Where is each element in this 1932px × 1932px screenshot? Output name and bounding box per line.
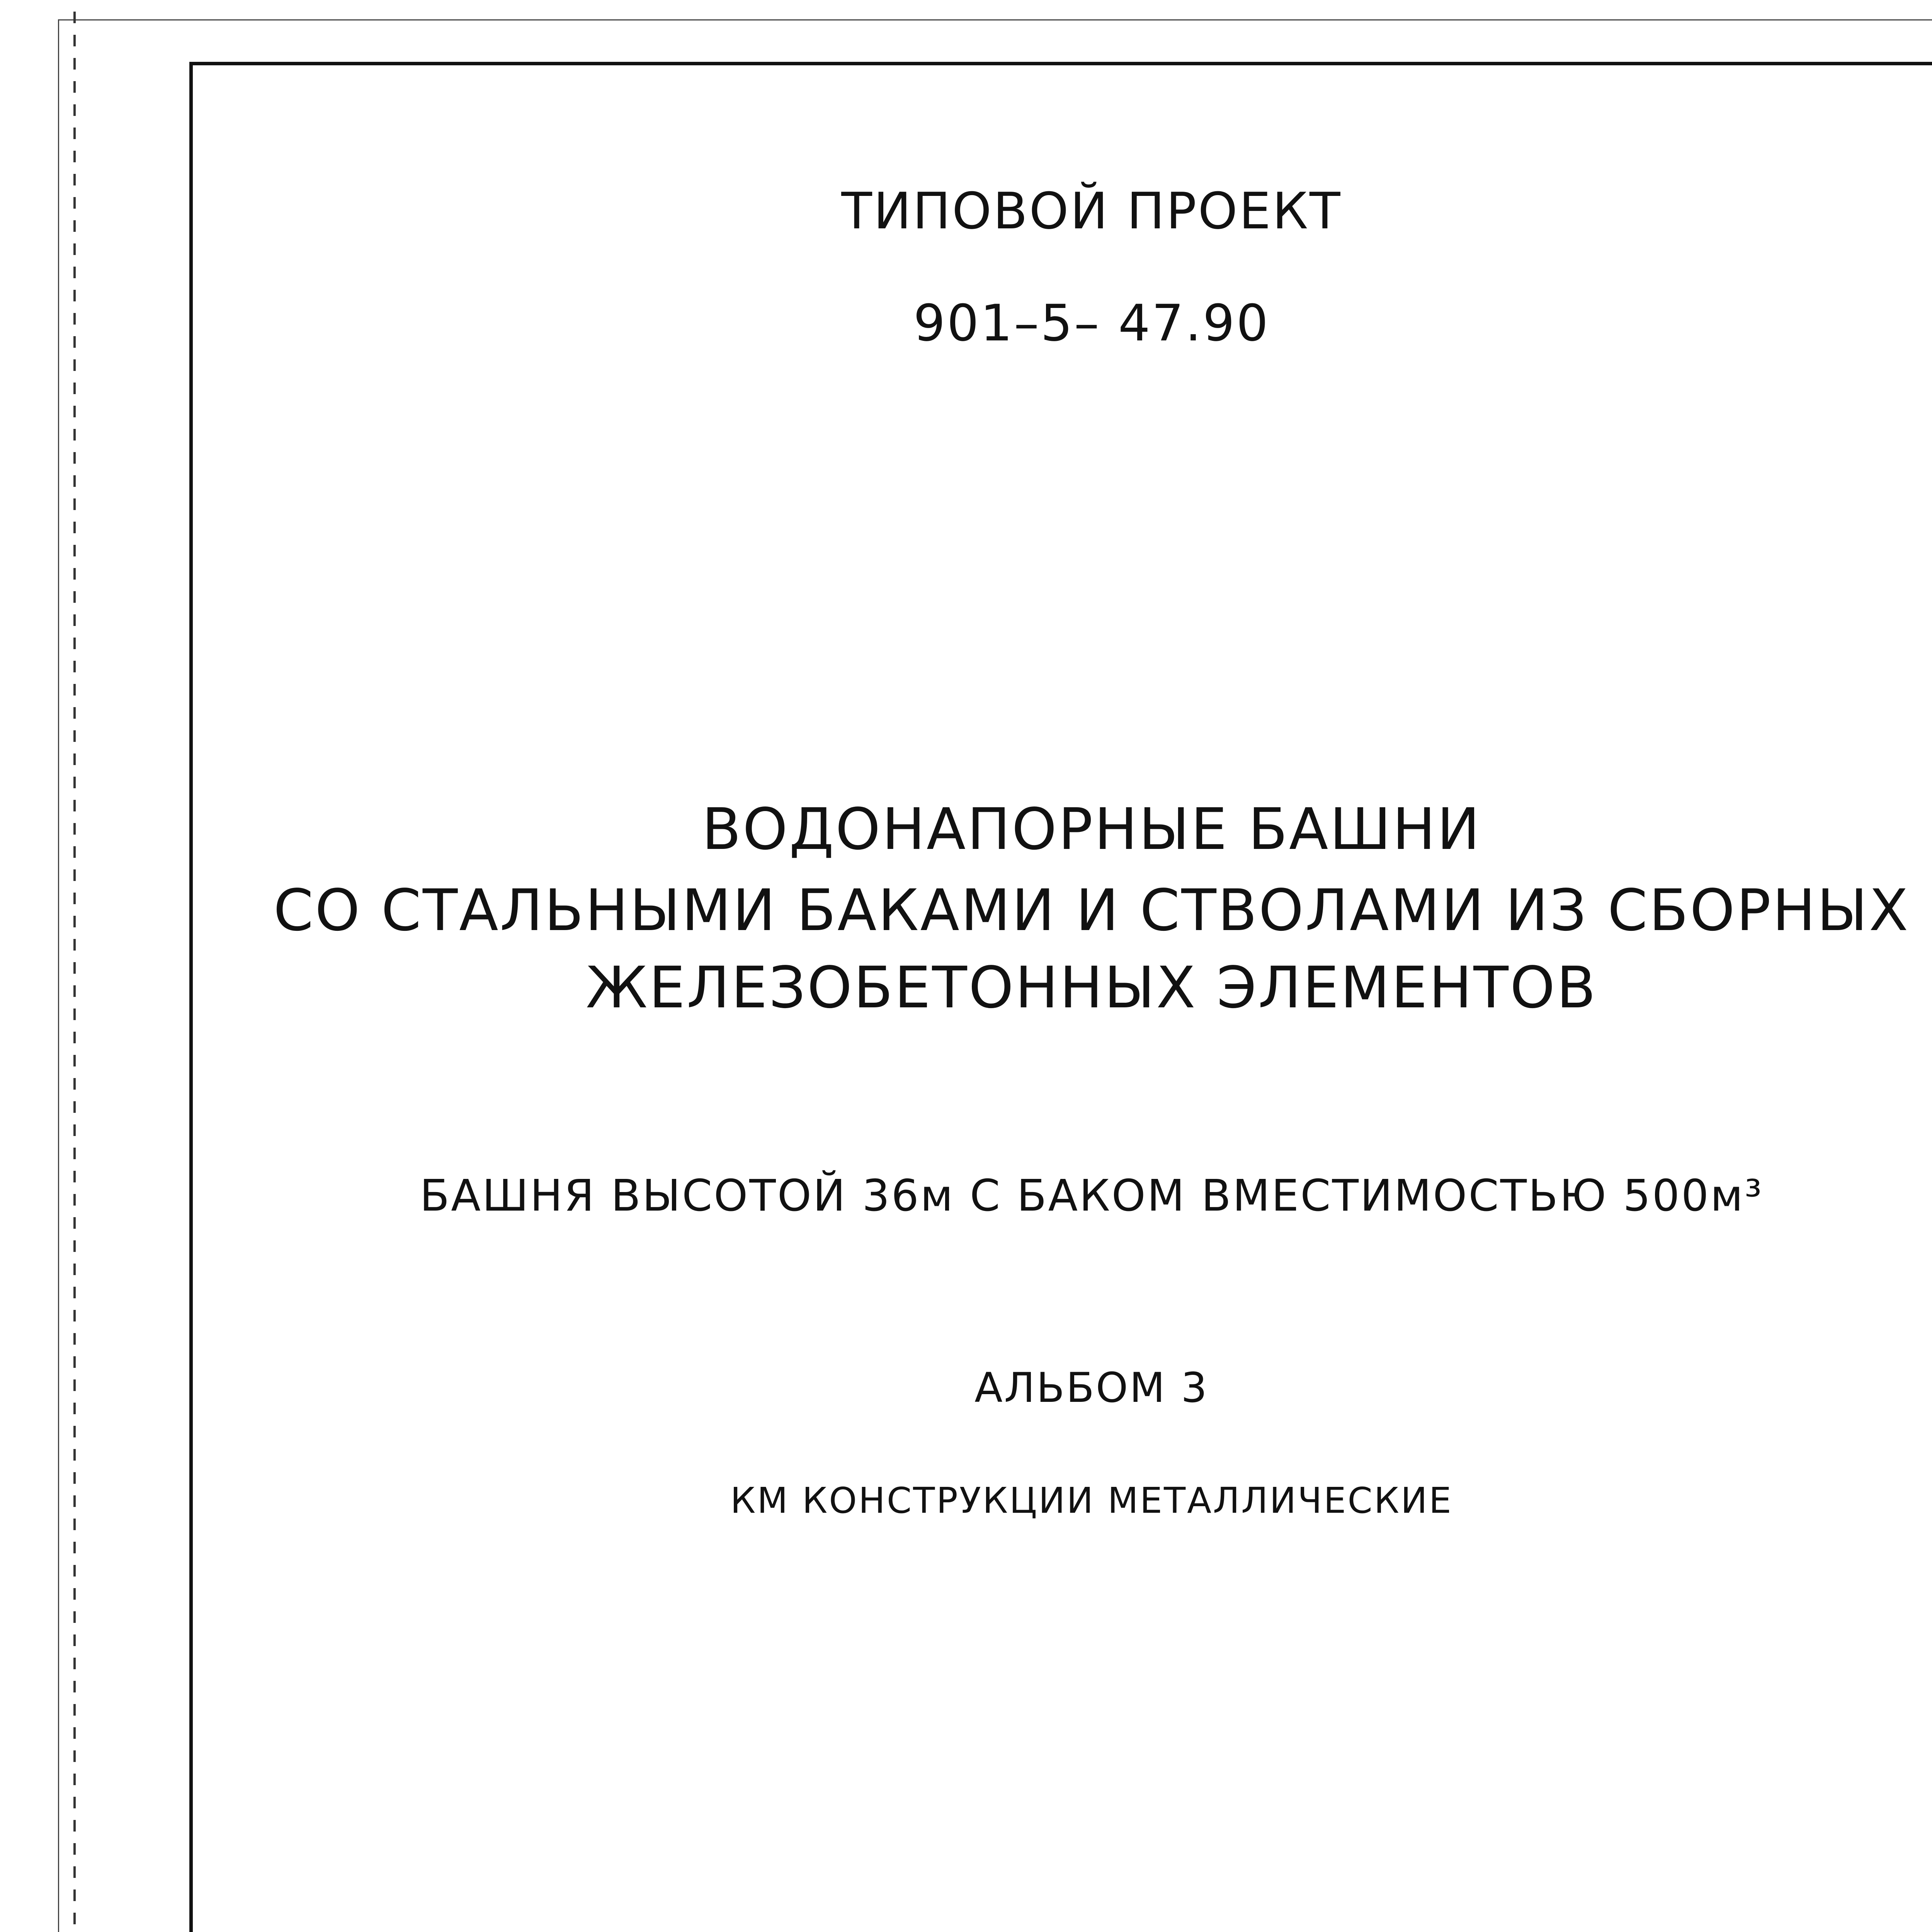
project-number: 901–5– 47.90 — [913, 294, 1270, 352]
document-header: ТИПОВОЙ ПРОЕКТ — [841, 182, 1342, 240]
album-label: АЛЬБОМ 3 — [975, 1364, 1209, 1412]
left-binding-edge — [73, 12, 76, 1932]
tower-subtitle: БАШНЯ ВЫСОТОЙ 36м С БАКОМ ВМЕСТИМОСТЬЮ 500м³ — [420, 1171, 1764, 1221]
section-label: КМ КОНСТРУКЦИИ МЕТАЛЛИЧЕСКИЕ — [730, 1480, 1453, 1521]
title-line-2: СО СТАЛЬНЫМИ БАКАМИ И СТВОЛАМИ ИЗ СБОРНЫХ — [273, 877, 1910, 944]
title-line-1: ВОДОНАПОРНЫЕ БАШНИ — [702, 796, 1481, 862]
title-line-3: ЖЕЛЕЗОБЕТОННЫХ ЭЛЕМЕНТОВ — [586, 954, 1597, 1021]
